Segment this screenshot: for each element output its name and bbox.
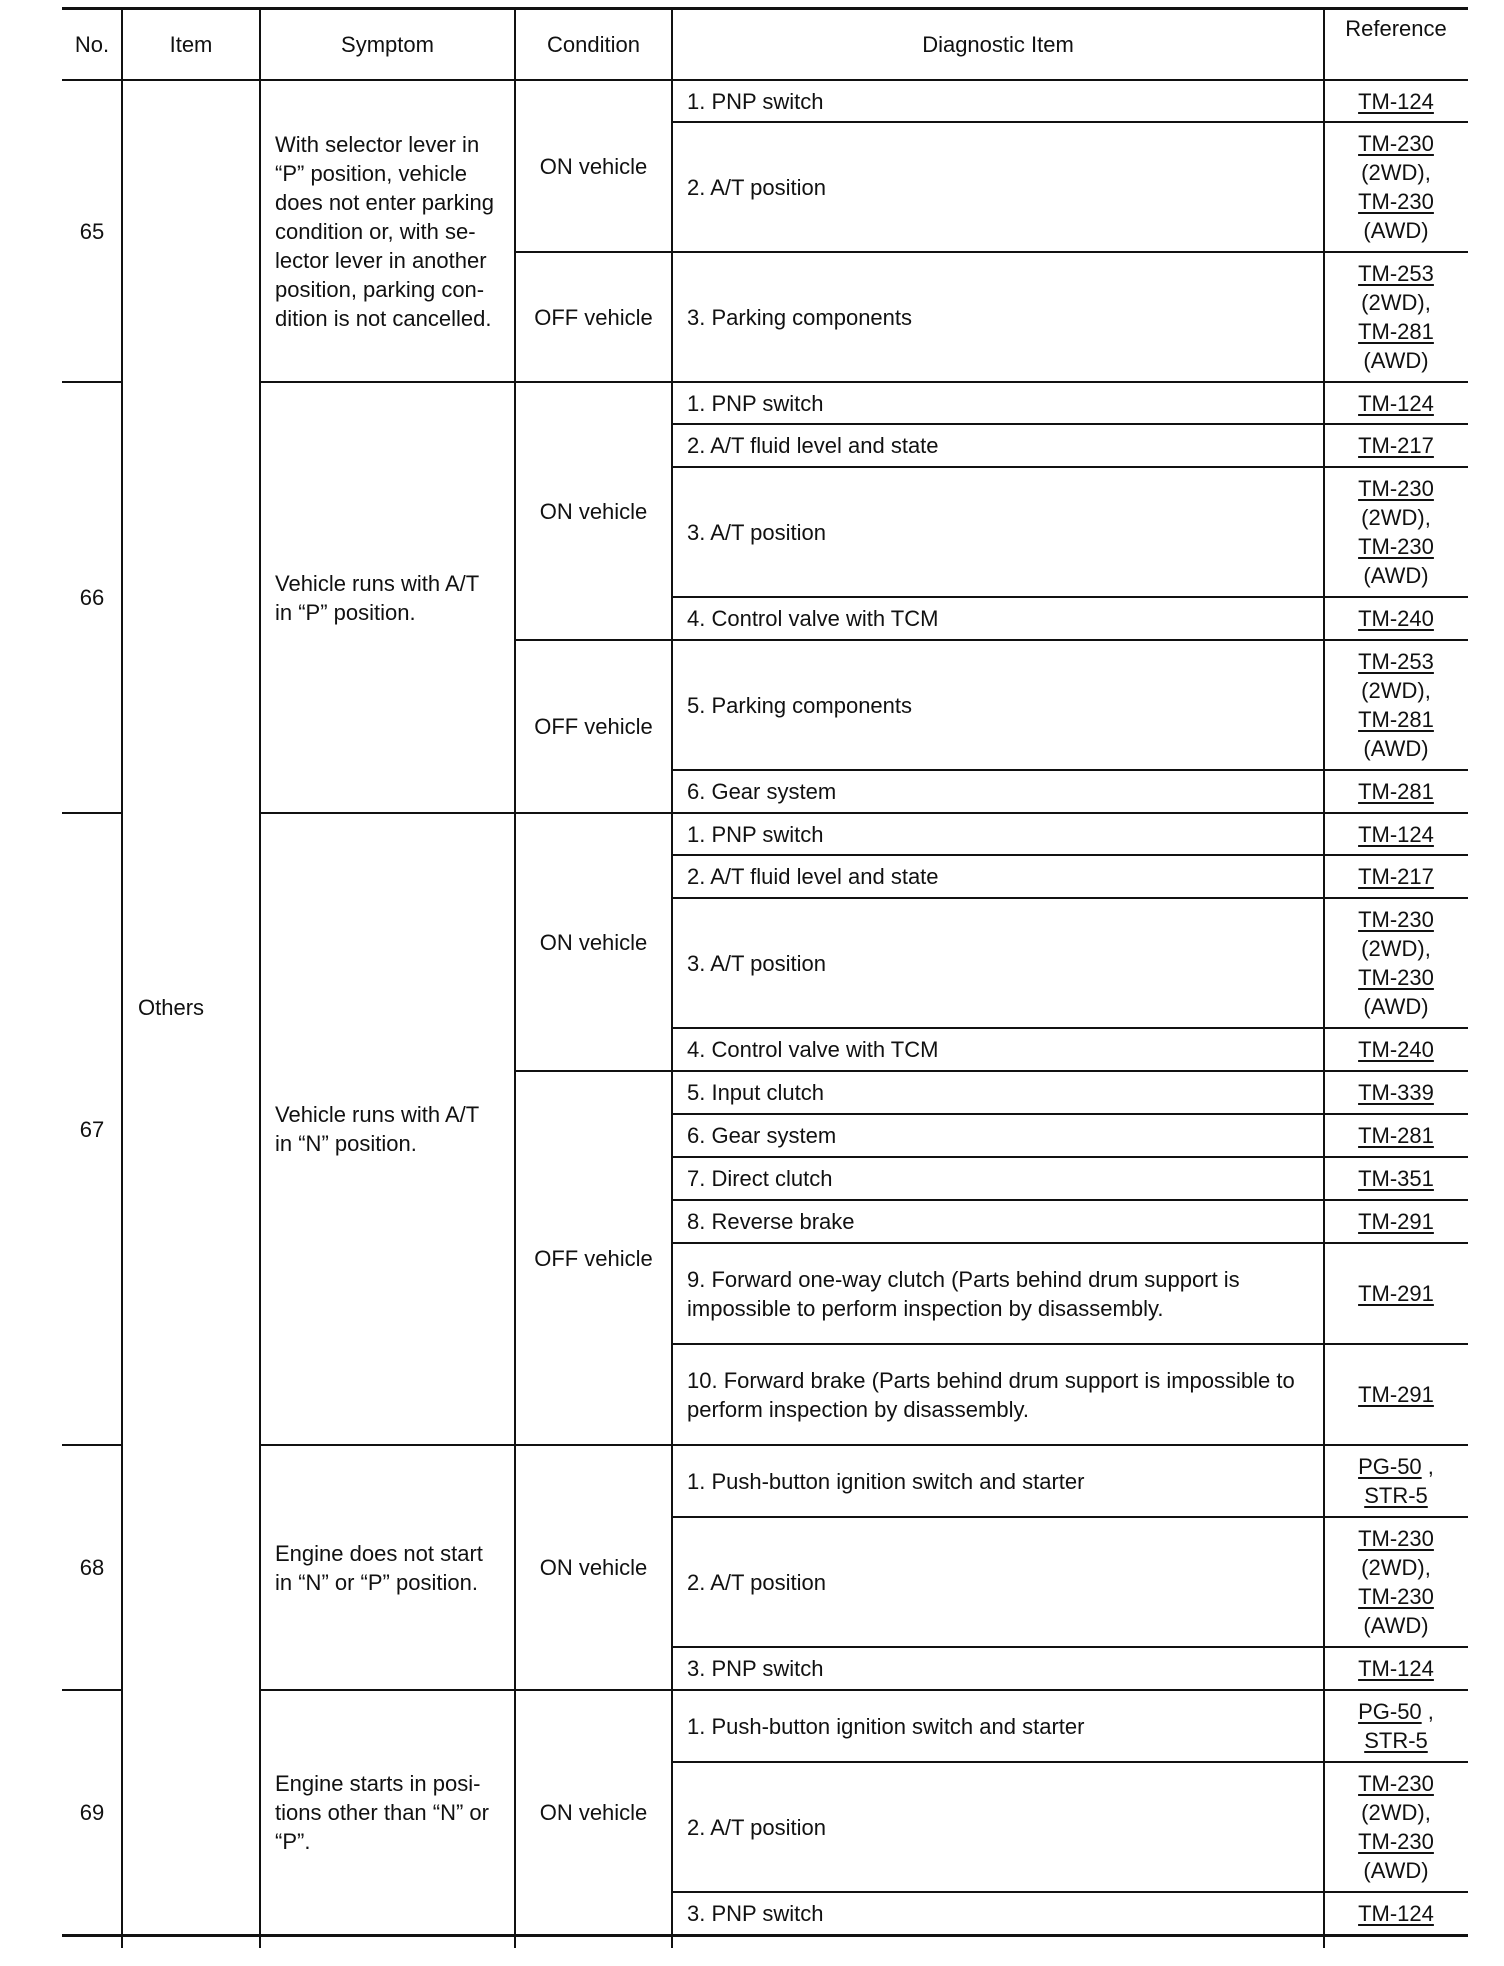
column-divider [121, 8, 123, 1948]
header-diagnostic-item: Diagnostic Item [922, 31, 1074, 57]
reference-line [1358, 503, 1434, 532]
reference-line [1358, 288, 1434, 317]
reference-note: , [1421, 1454, 1434, 1479]
reference-line [1358, 862, 1434, 891]
reference-link[interactable]: STR-5 [1364, 1728, 1428, 1753]
reference-note: (2WD), [1361, 936, 1431, 961]
reference-cell [1324, 252, 1468, 382]
reference-link[interactable]: TM-230 [1358, 1771, 1434, 1796]
reference-note: (AWD) [1363, 1613, 1429, 1638]
reference-cell [1324, 813, 1468, 855]
reference-lines [1358, 1524, 1434, 1640]
diagnostic-item: 3. A/T position [687, 519, 827, 545]
diagnostic-item: 1. Push-button ignition switch and starter [687, 1468, 1085, 1494]
row-number: 68 [79, 1555, 105, 1580]
text-line: in “N” or “P” position. [275, 1569, 478, 1595]
reference-lines [1358, 1207, 1434, 1236]
reference-line [1358, 431, 1434, 460]
symptom-cell [260, 80, 515, 382]
wrapped-text [275, 569, 479, 627]
reference-line [1358, 734, 1434, 763]
diagnostic-item: 2. A/T position [687, 174, 827, 200]
reference-link[interactable]: TM-230 [1358, 1584, 1434, 1609]
column-divider [1323, 8, 1325, 1948]
reference-line [1358, 259, 1434, 288]
reference-line [1358, 1121, 1434, 1150]
reference-link[interactable]: TM-281 [1358, 1123, 1434, 1148]
item-cell: Others [138, 995, 205, 1020]
condition-cell: OFF vehicle [534, 714, 653, 739]
reference-link[interactable]: TM-230 [1358, 965, 1434, 990]
reference-cell [1324, 1647, 1468, 1690]
reference-note: (AWD) [1363, 348, 1429, 373]
row-number: 66 [79, 585, 105, 610]
reference-cell [1324, 1690, 1468, 1762]
text-line: With selector lever in [275, 131, 480, 157]
reference-lines [1358, 1769, 1434, 1885]
reference-lines [1358, 1035, 1434, 1064]
reference-cell [1324, 1028, 1468, 1071]
reference-line [1358, 1452, 1434, 1481]
reference-cell [1324, 1243, 1468, 1344]
reference-line [1358, 389, 1434, 418]
reference-line [1358, 1078, 1434, 1107]
reference-line [1358, 1899, 1434, 1928]
text-line: dition is not cancelled. [275, 305, 492, 331]
reference-link[interactable]: TM-217 [1358, 433, 1434, 458]
reference-line [1358, 216, 1434, 245]
wrapped-text [275, 1539, 483, 1597]
reference-lines [1358, 1121, 1434, 1150]
reference-link[interactable]: TM-253 [1358, 649, 1434, 674]
diagnostic-item: 6. Gear system [687, 779, 837, 804]
reference-note: (AWD) [1363, 218, 1429, 243]
diagnostic-item: 1. PNP switch [687, 88, 824, 114]
reference-cell [1324, 1071, 1468, 1114]
header-symptom: Symptom [341, 31, 434, 57]
reference-line [1358, 676, 1434, 705]
reference-cell [1324, 1200, 1468, 1243]
reference-lines [1358, 647, 1434, 763]
reference-line [1358, 963, 1434, 992]
reference-line [1358, 905, 1434, 934]
column-divider [514, 8, 516, 1948]
reference-cell [1324, 382, 1468, 424]
condition-cell: ON vehicle [539, 153, 648, 179]
reference-link[interactable]: TM-291 [1358, 1382, 1434, 1407]
header-no: No. [74, 31, 110, 57]
wrapped-text [275, 130, 494, 333]
reference-link[interactable]: TM-281 [1358, 707, 1434, 732]
reference-link[interactable]: TM-230 [1358, 1526, 1434, 1551]
reference-line [1358, 1164, 1434, 1193]
reference-line [1358, 129, 1434, 158]
reference-lines [1358, 1899, 1434, 1928]
reference-link[interactable]: TM-124 [1358, 1656, 1434, 1681]
reference-cell [1324, 1445, 1468, 1517]
reference-link[interactable]: TM-124 [1358, 390, 1434, 416]
reference-note: (AWD) [1363, 563, 1429, 588]
reference-line [1358, 604, 1434, 633]
reference-link[interactable]: TM-351 [1358, 1166, 1434, 1191]
reference-line [1358, 1207, 1434, 1236]
condition-cell: ON vehicle [539, 929, 648, 955]
condition-cell: OFF vehicle [534, 1245, 653, 1271]
reference-link[interactable]: TM-230 [1358, 1829, 1434, 1854]
diagnostic-item: 3. PNP switch [687, 1901, 824, 1926]
table-bottom-border [62, 1934, 1468, 1937]
reference-cell [1324, 1517, 1468, 1647]
header-reference: Reference [1345, 16, 1447, 41]
reference-line [1358, 1769, 1434, 1798]
condition-cell: ON vehicle [539, 1555, 648, 1580]
reference-line [1358, 1035, 1434, 1064]
reference-cell [1324, 855, 1468, 898]
reference-line [1358, 1726, 1434, 1755]
text-line: Engine starts in posi- [275, 1771, 481, 1796]
diagnostic-item: 8. Reverse brake [687, 1209, 855, 1234]
reference-line [1358, 1798, 1434, 1827]
reference-lines [1358, 259, 1434, 375]
reference-line [1358, 1279, 1434, 1308]
reference-link[interactable]: TM-253 [1358, 261, 1434, 286]
reference-link[interactable]: TM-124 [1358, 1901, 1434, 1926]
reference-cell [1324, 467, 1468, 597]
reference-link[interactable]: TM-230 [1358, 131, 1434, 156]
reference-line [1358, 1582, 1434, 1611]
table-top-border [62, 7, 1468, 10]
reference-cell [1324, 122, 1468, 252]
reference-lines [1358, 1697, 1434, 1755]
column-divider [671, 8, 673, 1948]
diagnostic-item: 1. PNP switch [687, 821, 824, 847]
row-number: 67 [79, 1116, 105, 1142]
diagnostic-item: 1. Push-button ignition switch and starter [687, 1713, 1085, 1739]
reference-cell [1324, 1344, 1468, 1445]
reference-line [1358, 1524, 1434, 1553]
text-line: “P” position, vehicle [275, 160, 467, 186]
reference-lines [1358, 1078, 1434, 1107]
reference-line [1358, 777, 1434, 806]
reference-lines [1358, 87, 1434, 116]
reference-line [1358, 158, 1434, 187]
reference-cell [1324, 80, 1468, 122]
text-line: tions other than “N” or [275, 1800, 489, 1825]
diagnostic-item: 4. Control valve with TCM [687, 606, 939, 631]
reference-link[interactable]: TM-124 [1358, 821, 1434, 847]
diagnostic-item: 3. A/T position [687, 950, 827, 976]
reference-lines [1358, 431, 1434, 460]
diagnostic-item: 3. PNP switch [687, 1656, 824, 1681]
text-line: Vehicle runs with A/T [275, 1102, 480, 1127]
reference-link[interactable]: TM-230 [1358, 907, 1434, 932]
reference-line [1358, 934, 1434, 963]
text-line: Engine does not start [275, 1540, 483, 1566]
reference-link[interactable]: STR-5 [1364, 1483, 1428, 1508]
reference-lines [1358, 820, 1434, 849]
reference-note: (2WD), [1361, 1555, 1431, 1580]
reference-link[interactable]: TM-291 [1358, 1281, 1434, 1306]
condition-cell: ON vehicle [539, 1800, 648, 1825]
row-number: 65 [79, 218, 105, 244]
reference-line [1358, 705, 1434, 734]
reference-note: (2WD), [1361, 505, 1431, 530]
reference-link[interactable]: TM-230 [1358, 534, 1434, 559]
reference-note: , [1421, 1699, 1434, 1724]
reference-link[interactable]: TM-230 [1358, 476, 1434, 501]
diagnostic-item: 2. A/T position [687, 1814, 827, 1840]
reference-cell [1324, 770, 1468, 813]
diagnostic-item: 6. Gear system [687, 1123, 837, 1148]
reference-link[interactable]: TM-339 [1358, 1080, 1434, 1105]
header-divider [62, 79, 1468, 81]
text-line: Vehicle runs with A/T [275, 570, 480, 596]
reference-link[interactable]: TM-217 [1358, 864, 1434, 889]
reference-line [1358, 1611, 1434, 1640]
diagnostic-item: 2. A/T fluid level and state [687, 433, 939, 458]
text-line: in “N” position. [275, 1131, 417, 1156]
diagnostic-item: 1. PNP switch [687, 390, 824, 416]
reference-line [1358, 346, 1434, 375]
reference-lines [1358, 777, 1434, 806]
text-line: condition or, with se- [275, 218, 476, 244]
reference-lines [1358, 1279, 1434, 1308]
reference-lines [1358, 1380, 1434, 1409]
reference-lines [1358, 474, 1434, 590]
reference-line [1358, 1697, 1434, 1726]
reference-link[interactable]: TM-230 [1358, 189, 1434, 214]
reference-line [1358, 992, 1434, 1021]
text-line: does not enter parking [275, 189, 494, 215]
column-divider [259, 8, 261, 1948]
symptom-cell [260, 813, 515, 1445]
diagnostic-table [62, 8, 1468, 1948]
reference-link[interactable]: PG-50 [1358, 1699, 1422, 1724]
symptom-cell [260, 382, 515, 813]
reference-cell [1324, 640, 1468, 770]
diagnostic-item: 2. A/T fluid level and state [687, 864, 939, 889]
reference-cell [1324, 1114, 1468, 1157]
diagnostic-item: 7. Direct clutch [687, 1166, 833, 1191]
reference-line [1358, 187, 1434, 216]
diagnostic-item: 10. Forward brake (Parts behind drum support is impossible to perform inspection by disassembly. [687, 1367, 1295, 1422]
reference-line [1358, 1654, 1434, 1683]
reference-line [1358, 474, 1434, 503]
reference-cell [1324, 1157, 1468, 1200]
reference-lines [1358, 389, 1434, 418]
reference-line [1358, 1827, 1434, 1856]
text-line: in “P” position. [275, 599, 416, 625]
reference-link[interactable]: TM-240 [1358, 606, 1434, 631]
condition-cell: ON vehicle [539, 498, 648, 524]
reference-note: (AWD) [1363, 994, 1429, 1019]
reference-lines [1358, 905, 1434, 1021]
reference-line [1358, 561, 1434, 590]
reference-cell [1324, 1762, 1468, 1892]
text-line: position, parking con- [275, 276, 485, 302]
reference-cell [1324, 1892, 1468, 1935]
reference-lines [1358, 604, 1434, 633]
diagnostic-item: 3. Parking components [687, 304, 913, 330]
reference-line [1358, 1856, 1434, 1885]
reference-note: (2WD), [1361, 678, 1431, 703]
reference-lines [1358, 1654, 1434, 1683]
reference-link[interactable]: TM-291 [1358, 1209, 1434, 1234]
reference-lines [1358, 1452, 1434, 1510]
reference-line [1358, 647, 1434, 676]
reference-line [1358, 317, 1434, 346]
reference-link[interactable]: TM-240 [1358, 1037, 1434, 1062]
reference-note: (AWD) [1363, 1858, 1429, 1883]
reference-line [1358, 1481, 1434, 1510]
symptom-cell [260, 1445, 515, 1690]
reference-note: (2WD), [1361, 290, 1431, 315]
reference-note: (AWD) [1363, 736, 1429, 761]
reference-note: (2WD), [1361, 1800, 1431, 1825]
diagnostic-item: 9. Forward one-way clutch (Parts behind drum support is impossible to perform inspection by disassembly. [687, 1266, 1240, 1321]
diagnostic-item: 4. Control valve with TCM [687, 1037, 939, 1062]
reference-link[interactable]: TM-281 [1358, 319, 1434, 344]
reference-lines [1358, 1164, 1434, 1193]
reference-line [1358, 820, 1434, 849]
header-condition: Condition [547, 31, 640, 57]
reference-line [1358, 87, 1434, 116]
reference-cell [1324, 424, 1468, 467]
reference-note: (2WD), [1361, 160, 1431, 185]
reference-lines [1358, 862, 1434, 891]
wrapped-text [275, 1100, 479, 1158]
diagnostic-item: 5. Parking components [687, 692, 913, 718]
symptom-cell [260, 1690, 515, 1935]
reference-cell [1324, 597, 1468, 640]
header-item: Item [169, 31, 213, 57]
condition-cell: OFF vehicle [534, 304, 653, 330]
reference-line [1358, 1380, 1434, 1409]
reference-link[interactable]: TM-124 [1358, 88, 1434, 114]
row-number: 69 [79, 1800, 105, 1825]
reference-line [1358, 1553, 1434, 1582]
text-line: lector lever in another [275, 247, 487, 273]
reference-lines [1358, 129, 1434, 245]
wrapped-text [275, 1769, 489, 1856]
diagnostic-item: 5. Input clutch [687, 1080, 824, 1105]
reference-line [1358, 532, 1434, 561]
reference-link[interactable]: TM-281 [1358, 779, 1434, 804]
text-line: “P”. [275, 1829, 311, 1854]
diagnostic-item: 2. A/T position [687, 1569, 827, 1595]
reference-cell [1324, 898, 1468, 1028]
reference-link[interactable]: PG-50 [1358, 1454, 1422, 1479]
